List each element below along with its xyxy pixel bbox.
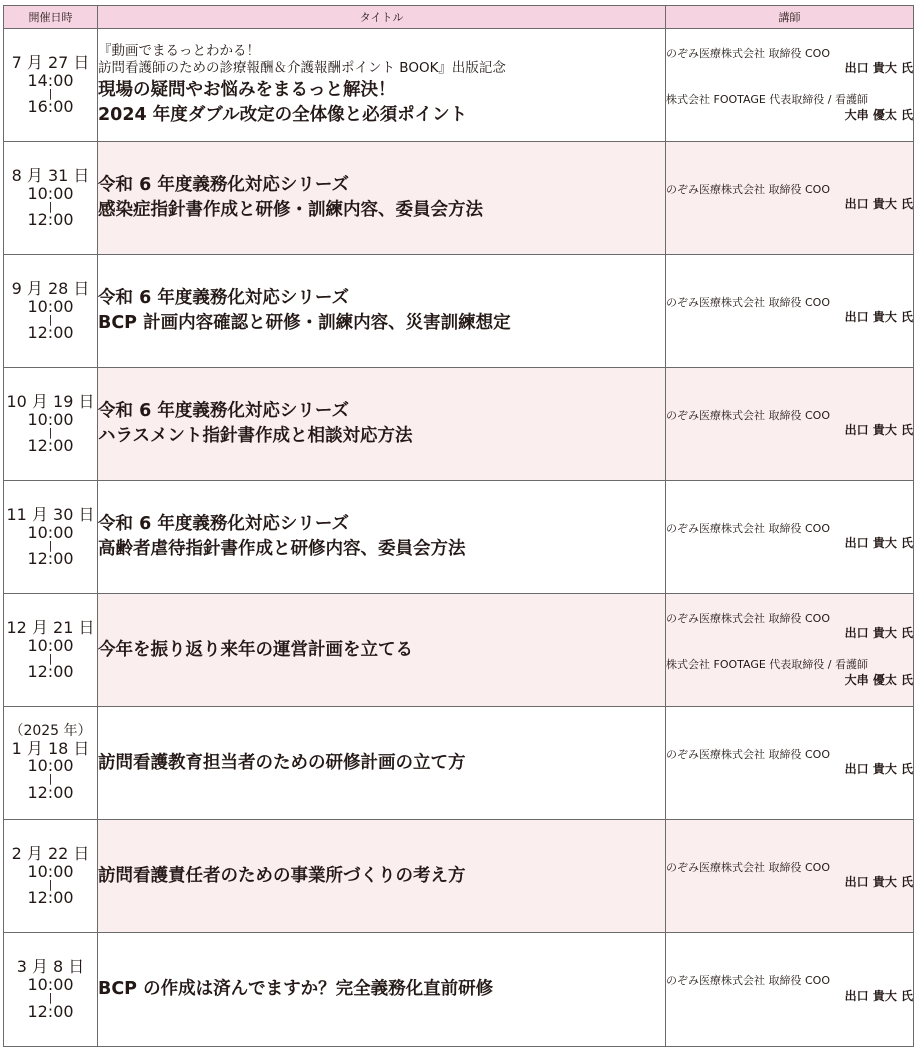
lecturer-name: 大串 優太 氏 bbox=[844, 107, 913, 122]
title-mainline: 訪問看護責任者のための事業所づくりの考え方 bbox=[98, 865, 466, 886]
table-header bbox=[4, 6, 914, 29]
date-cell bbox=[4, 142, 98, 255]
lecturer-entry bbox=[666, 522, 913, 552]
title-mainline: BCP 計画内容確認と研修・訓練内容、災害訓練想定 bbox=[98, 313, 511, 333]
date-year: （2025 年） bbox=[9, 722, 92, 739]
table-row bbox=[4, 29, 914, 142]
date-day: 11 月 30 日 bbox=[6, 504, 95, 524]
lecturer-cell bbox=[666, 142, 914, 255]
header-lecturer: 講師 bbox=[666, 6, 914, 29]
lecturer-affiliation: のぞみ医療株式会社 取締役 COO bbox=[666, 182, 830, 196]
title-cell bbox=[98, 481, 666, 594]
date-day: 7 月 27 日 bbox=[11, 52, 90, 72]
title-cell bbox=[98, 29, 666, 142]
lecturer-entry bbox=[666, 974, 913, 1004]
title-mainline: 令和 6 年度義務化対応シリーズ bbox=[98, 514, 349, 535]
title-mainline: 現場の疑問やお悩みをまるっと解決！ bbox=[98, 79, 396, 100]
title-mainline: 令和 6 年度義務化対応シリーズ bbox=[98, 401, 349, 422]
time-start: 10:00 bbox=[27, 409, 74, 429]
lecturer-entry bbox=[666, 658, 913, 688]
title-mainline: ハラスメント指針書作成と相談対応方法 bbox=[98, 426, 413, 446]
time-start: 14:00 bbox=[27, 70, 74, 90]
lecturer-entry bbox=[666, 93, 913, 123]
date-day: 3 月 8 日 bbox=[16, 957, 85, 977]
lecturer-entry bbox=[666, 47, 913, 77]
title-mainline: 令和 6 年度義務化対応シリーズ bbox=[98, 288, 349, 309]
table-row bbox=[4, 933, 914, 1047]
lecturer-name: 出口 貴大 氏 bbox=[844, 536, 913, 551]
time-end: 12:00 bbox=[27, 1001, 74, 1021]
lecturer-name: 大串 優太 氏 bbox=[844, 672, 913, 687]
date-cell bbox=[4, 29, 98, 142]
lecturer-cell bbox=[666, 820, 914, 933]
lecturer-affiliation: のぞみ医療株式会社 取締役 COO bbox=[666, 974, 830, 988]
title-subline: 『動画でまるっとわかる！ bbox=[98, 42, 260, 59]
time-end: 12:00 bbox=[27, 783, 74, 803]
lecturer-cell bbox=[666, 933, 914, 1047]
lecturer-name: 出口 貴大 氏 bbox=[844, 988, 913, 1003]
table-row bbox=[4, 594, 914, 707]
lecturer-affiliation: 株式会社 FOOTAGE 代表取締役 / 看護師 bbox=[666, 658, 869, 671]
lecturer-affiliation: 株式会社 FOOTAGE 代表取締役 / 看護師 bbox=[666, 93, 869, 106]
time-end: 12:00 bbox=[27, 210, 74, 230]
title-cell bbox=[98, 368, 666, 481]
title-cell bbox=[98, 255, 666, 368]
time-start: 10:00 bbox=[27, 975, 74, 995]
title-mainline: 今年を振り返り来年の運営計画を立てる bbox=[98, 639, 413, 660]
title-mainline: 訪問看護教育担当者のための研修計画の立て方 bbox=[98, 752, 466, 773]
title-cell bbox=[98, 933, 666, 1047]
lecturer-name: 出口 貴大 氏 bbox=[844, 875, 913, 890]
time-separator: | bbox=[48, 538, 53, 552]
lecturer-affiliation: のぞみ医療株式会社 取締役 COO bbox=[666, 611, 830, 625]
table-row bbox=[4, 255, 914, 368]
date-day: 9 月 28 日 bbox=[11, 278, 90, 298]
header-date: 開催日時 bbox=[4, 6, 98, 29]
schedule-rows bbox=[4, 29, 914, 1047]
date-day: 8 月 31 日 bbox=[11, 165, 90, 185]
lecturer-entry bbox=[666, 409, 913, 439]
header-title: タイトル bbox=[98, 6, 666, 29]
time-separator: | bbox=[48, 312, 53, 326]
title-cell bbox=[98, 142, 666, 255]
lecturer-entry bbox=[666, 296, 913, 326]
lecturer-name: 出口 貴大 氏 bbox=[844, 310, 913, 325]
time-start: 10:00 bbox=[27, 861, 74, 881]
date-day: 10 月 19 日 bbox=[6, 391, 95, 411]
date-cell bbox=[4, 820, 98, 933]
time-start: 10:00 bbox=[27, 522, 74, 542]
time-end: 12:00 bbox=[27, 323, 74, 343]
table-row bbox=[4, 142, 914, 255]
date-day: 12 月 21 日 bbox=[6, 617, 95, 637]
lecturer-name: 出口 貴大 氏 bbox=[844, 762, 913, 777]
lecturer-entry bbox=[666, 861, 913, 891]
title-subline: 訪問看護師のための診療報酬＆介護報酬ポイント BOOK』出版記念 bbox=[98, 60, 506, 77]
title-mainline: 感染症指針書作成と研修・訓練内容、委員会方法 bbox=[98, 200, 483, 220]
time-end: 12:00 bbox=[27, 888, 74, 908]
time-separator: | bbox=[48, 651, 53, 665]
table-row bbox=[4, 707, 914, 820]
lecturer-affiliation: のぞみ医療株式会社 取締役 COO bbox=[666, 46, 830, 60]
lecturer-entry bbox=[666, 183, 913, 213]
lecturer-affiliation: のぞみ医療株式会社 取締役 COO bbox=[666, 521, 830, 535]
lecturer-cell bbox=[666, 29, 914, 142]
lecturer-entry bbox=[666, 612, 913, 642]
time-end: 12:00 bbox=[27, 436, 74, 456]
date-cell bbox=[4, 933, 98, 1047]
time-separator: | bbox=[48, 425, 53, 439]
lecturer-cell bbox=[666, 707, 914, 820]
time-separator: | bbox=[48, 86, 53, 100]
lecturer-cell bbox=[666, 368, 914, 481]
title-cell bbox=[98, 707, 666, 820]
lecturer-affiliation: のぞみ医療株式会社 取締役 COO bbox=[666, 747, 830, 761]
time-start: 10:00 bbox=[27, 635, 74, 655]
title-cell bbox=[98, 820, 666, 933]
time-end: 12:00 bbox=[27, 662, 74, 682]
time-separator: | bbox=[48, 772, 53, 786]
title-mainline: BCP の作成は済んでますか？完全義務化直前研修 bbox=[98, 979, 494, 1000]
title-cell bbox=[98, 594, 666, 707]
lecturer-cell bbox=[666, 255, 914, 368]
lecturer-affiliation: のぞみ医療株式会社 取締役 COO bbox=[666, 860, 830, 874]
table-row bbox=[4, 368, 914, 481]
date-day: 2 月 22 日 bbox=[11, 843, 90, 863]
time-end: 12:00 bbox=[27, 549, 74, 569]
date-cell bbox=[4, 368, 98, 481]
time-separator: | bbox=[48, 877, 53, 891]
title-mainline: 令和 6 年度義務化対応シリーズ bbox=[98, 175, 349, 196]
title-mainline: 2024 年度ダブル改定の全体像と必須ポイント bbox=[98, 104, 468, 125]
time-separator: | bbox=[48, 199, 53, 213]
lecturer-cell bbox=[666, 594, 914, 707]
lecturer-name: 出口 貴大 氏 bbox=[844, 423, 913, 438]
lecturer-cell bbox=[666, 481, 914, 594]
time-end: 16:00 bbox=[27, 97, 74, 117]
table-row bbox=[4, 481, 914, 594]
lecturer-affiliation: のぞみ医療株式会社 取締役 COO bbox=[666, 408, 830, 422]
date-cell bbox=[4, 481, 98, 594]
lecturer-name: 出口 貴大 氏 bbox=[844, 197, 913, 212]
lecturer-name: 出口 貴大 氏 bbox=[844, 61, 913, 76]
time-separator: | bbox=[48, 991, 53, 1005]
lecturer-affiliation: のぞみ医療株式会社 取締役 COO bbox=[666, 295, 830, 309]
time-start: 10:00 bbox=[27, 183, 74, 203]
time-start: 10:00 bbox=[27, 756, 74, 776]
date-day: 1 月 18 日 bbox=[11, 738, 90, 758]
time-start: 10:00 bbox=[27, 296, 74, 316]
lecturer-entry bbox=[666, 748, 913, 778]
schedule-table bbox=[3, 5, 914, 1047]
lecturer-name: 出口 貴大 氏 bbox=[844, 626, 913, 641]
date-cell bbox=[4, 594, 98, 707]
title-mainline: 高齢者虐待指針書作成と研修内容、委員会方法 bbox=[98, 539, 466, 559]
date-cell bbox=[4, 255, 98, 368]
table-row bbox=[4, 820, 914, 933]
date-cell bbox=[4, 707, 98, 820]
